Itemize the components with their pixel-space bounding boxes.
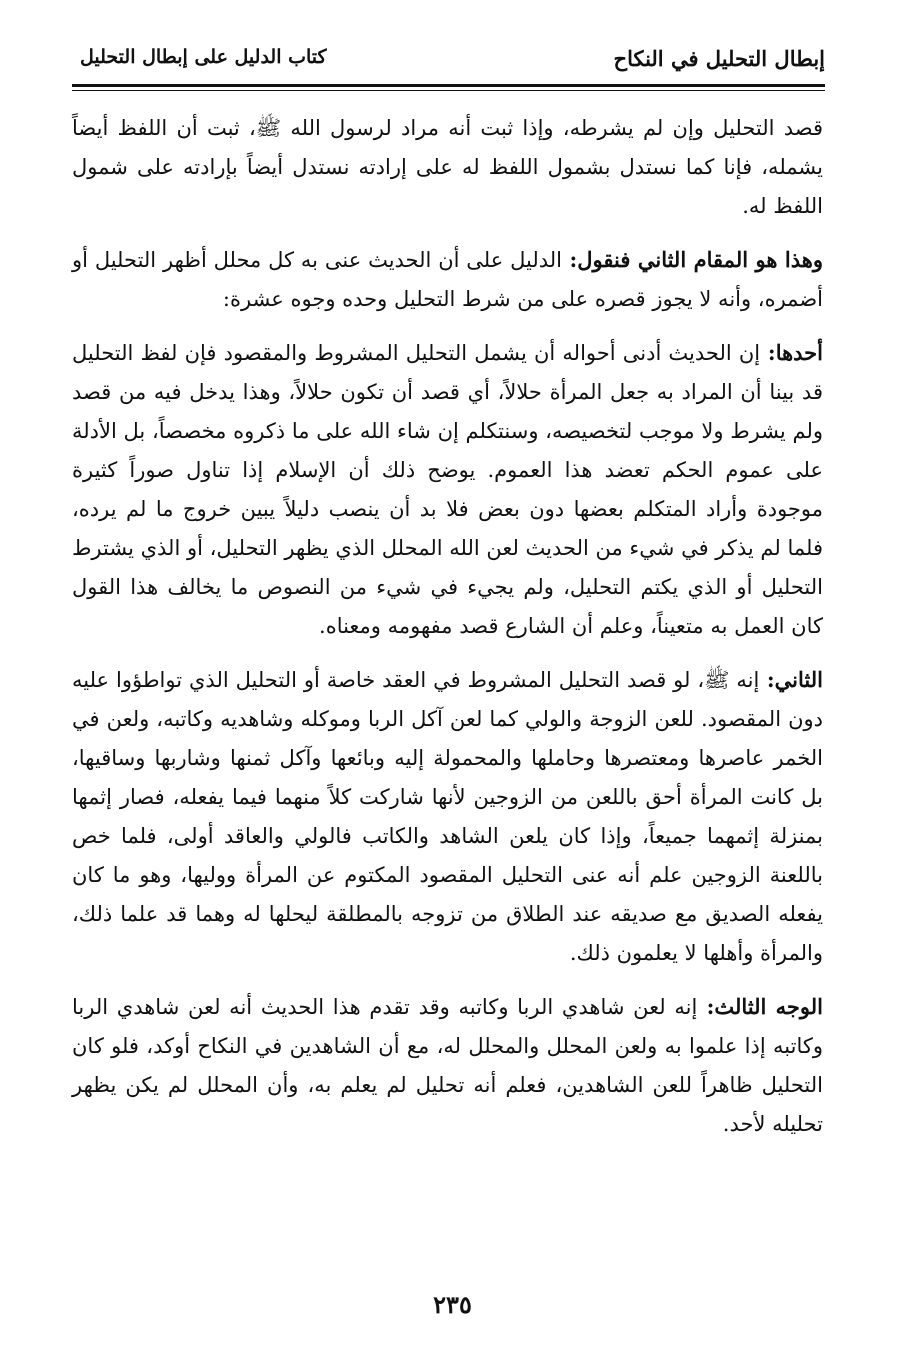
page-number: ٢٣٥ [433,1290,472,1319]
paragraph-lead: أحدها: [760,340,824,365]
paragraph-text: إنه ﷺ، لو قصد التحليل المشروط في العقد خاصة أو التحليل الذي تواطؤوا عليه دون المقصود. للعن الزوجة والولي كما لعن آكل الربا وموكله وشاهديه وكاتبه، ولعن في الخمر عاصرها ومعتصرها وحاملها والمحمولة إليه وبائعها وآكل ثمنها وشاربها وساقيها، بل كانت المرأة أحق باللعن من الزوجين لأنها شاركت كلاً منهما فيما يفعله، فصار إثمها بمنزلة إثمهما جميعاً، وإذا كان يلعن الشاهد والكاتب فالولي والعاقد أولى، فلما خص باللعنة الزوجين علم أنه عنى التحليل المقصود المكتوم عن المرأة ووليها، وهو ما كان يفعله الصديق مع صديقه عند الطلاق من تزوجه بالمطلقة ليحلها له وهما قد علما ذلك، والمرأة وأهلها لا يعلمون ذلك. [72,668,823,965]
paragraph-second-reason [72,660,823,973]
paragraph-lead: وهذا هو المقام الثاني فنقول: [562,247,824,272]
paragraph-text: إن الحديث أدنى أحواله أن يشمل التحليل المشروط والمقصود فإن لفظ التحليل قد بينا أن المراد به جعل المرأة حلالاً، أي قصد أن تكون حلالاً، وهذا يدخل فيه من قصد ولم يشرط ولا موجب لتخصيصه، وسنتكلم إن شاء الله على ما ذكروه مخصصاً، بل الأدلة على عموم الحكم تعضد هذا العموم. يوضح ذلك أن الإسلام إذا تناول صوراً كثيرة موجودة وأراد المتكلم بعضها دون بعض فلا بد أن ينصب دليلاً يبين خروج ما لم يرده، فلما لم يذكر في شيء من الحديث لعن الله المحلل الذي يظهر التحليل، أو الذي يشترط التحليل أو الذي يكتم التحليل، ولم يجيء في شيء من النصوص ما يخالف هذا القول كان العمل به متعيناً، وعلم أن الشارع قصد مفهومه ومعناه. [72,341,823,638]
paragraph-first-reason [72,333,823,646]
paragraph-lead: الثاني: [759,667,823,692]
paragraph-third-reason [72,987,823,1144]
running-header [72,36,825,76]
chapter-title: إبطال التحليل في النكاح [613,46,825,71]
paragraph-lead: الوجه الثالث: [697,994,823,1019]
book-title: كتاب الدليل على إبطال التحليل [80,46,327,68]
header-rule-thick [72,84,825,87]
header-rule-thin [72,90,825,91]
paragraph-second-station [72,240,823,319]
paragraph-text: الدليل على أن الحديث عنى به كل محلل أظهر التحليل أو أضمره، وأنه لا يجوز قصره على من شرط التحليل وحده وجوه عشرة: [72,248,823,311]
paragraph-text: قصد التحليل وإن لم يشرطه، وإذا ثبت أنه مراد لرسول الله ﷺ، ثبت أن اللفظ أيضاً يشمله، فإنا كما نستدل بشمول اللفظ له على إرادته نستدل أيضاً بإرادته على شمول اللفظ له. [72,116,823,218]
paragraph-text: إنه لعن شاهدي الربا وكاتبه وقد تقدم هذا الحديث أنه لعن شاهدي الربا وكاتبه إذا علموا به ولعن المحلل والمحلل له، مع أن الشاهدين في النكاح أوكد، فلو كان التحليل ظاهراً للعن الشاهدين، فعلم أنه تحليل لم يعلم به، وأن المحلل لم يكن يظهر تحليله لأحد. [72,995,823,1136]
paragraph-continuation [72,108,823,226]
main-text [72,108,823,1158]
